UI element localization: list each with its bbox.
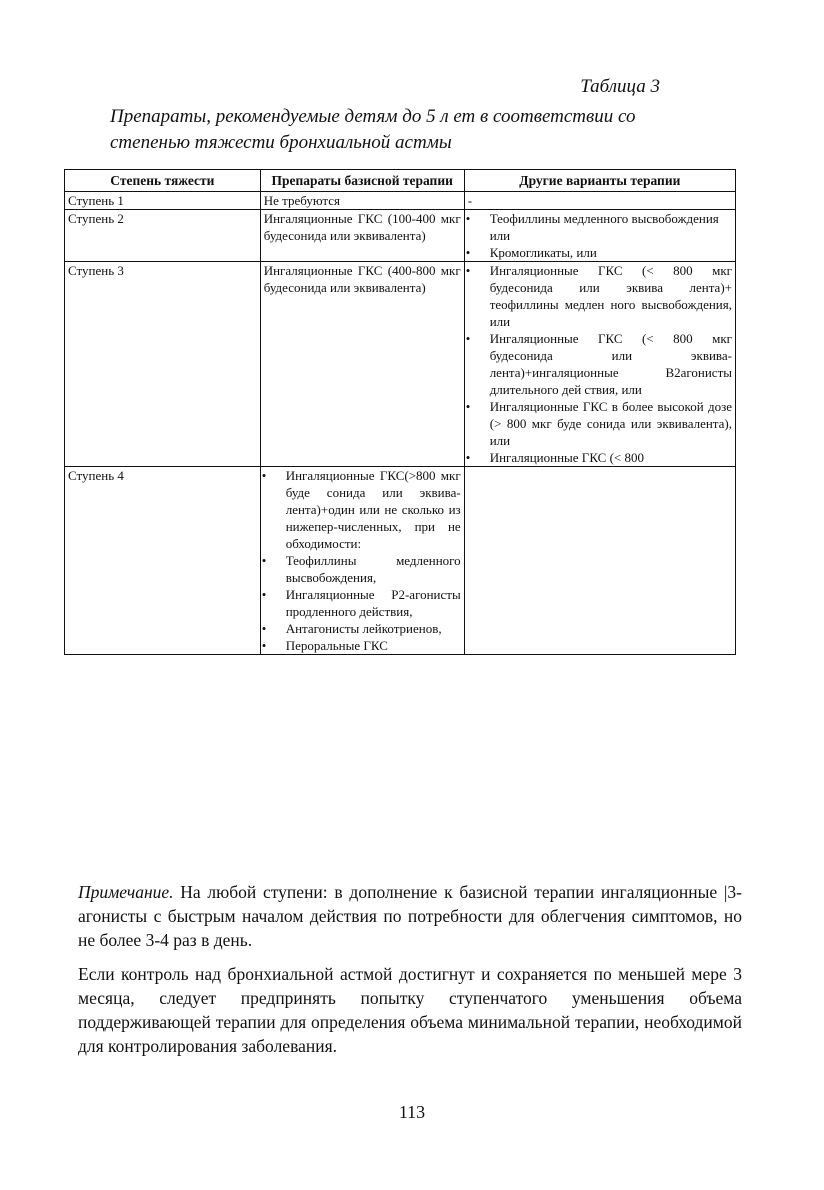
list-item: • Ингаляционные ГКС в более высокой дозе (> 800 мкг буде сонида или эквивалента), или [468,398,732,449]
basic-therapy-cell: Ингаляционные ГКС (100-400 мкг будесонида или эквивалента) [260,210,464,262]
step-cell: Ступень 2 [65,210,261,262]
table-title: Препараты, рекомендуемые детям до 5 л ет в соответствии со степенью тяжести бронхиальной астмы [110,106,636,153]
other-therapy-cell [464,262,735,467]
list-item: • Ингаляционные Р2-агонисты продленного действия, [264,586,461,620]
list-item: • Теофиллины медленного высвобождения, [264,552,461,586]
basic-therapy-cell [260,467,464,655]
header-severity: Степень тяжести [65,170,261,192]
therapy-table [64,169,736,655]
other-therapy-cell [464,467,735,655]
list-item: • Ингаляционные ГКС (< 800 мкг будесонида или эквива-лента)+ингаляционные В2агонисты длительного дей ствия, или [468,330,732,398]
list-item: • Кромогликаты, или [468,244,732,261]
list-item: • Антагонисты лейкотриенов, [264,620,461,637]
list-item: • Ингаляционные ГКС (< 800 мкг будесонида или эквива лента)+ теофиллины медлен ного высвобождения, или [468,262,732,330]
step-cell: Ступень 3 [65,262,261,467]
table-row [65,467,736,655]
list-item: • Ингаляционные ГКС (< 800 [468,449,732,466]
header-basic-therapy: Препараты базисной терапии [260,170,464,192]
list-item: • Ингаляционные ГКС(>800 мкг буде сонида или эквива-лента)+один или не сколько из нижепер-численных, при не обходимости: [264,467,461,552]
list-item: • Пероральные ГКС [264,637,461,654]
table-row [65,262,736,467]
table-row [65,210,736,262]
note-paragraph [78,880,742,952]
page-number: 113 [398,1102,426,1122]
table-header-row [65,170,736,192]
note-text: На любой ступени: в дополнение к базисной терапии ингаляционные |3-агонисты с быстрым началом действия по потребности для облегчения симптомов, но не более 3-4 раз в день. [78,882,742,950]
basic-therapy-cell: Ингаляционные ГКС (400-800 мкг будесонида или эквивалента) [260,262,464,467]
note-label: Примечание. [78,882,174,902]
basic-therapy-cell: Не требуются [260,192,464,210]
list-item: • Теофиллины медленного высвобождения или [468,210,732,244]
step-cell: Ступень 1 [65,192,261,210]
other-therapy-cell: - [464,192,735,210]
other-therapy-cell [464,210,735,262]
header-other-therapy: Другие варианты терапии [464,170,735,192]
table-label: Таблица 3 [580,76,660,97]
table-row [65,192,736,210]
body-paragraph: Если контроль над бронхиальной астмой достигнут и сохраняется по меньшей мере 3 месяца, следует предпринять попытку ступенчатого уменьшения объема поддерживающей терапии для определения объема минимальной терапии, необходимой для контролирования заболевания. [78,964,742,1056]
step-cell: Ступень 4 [65,467,261,655]
